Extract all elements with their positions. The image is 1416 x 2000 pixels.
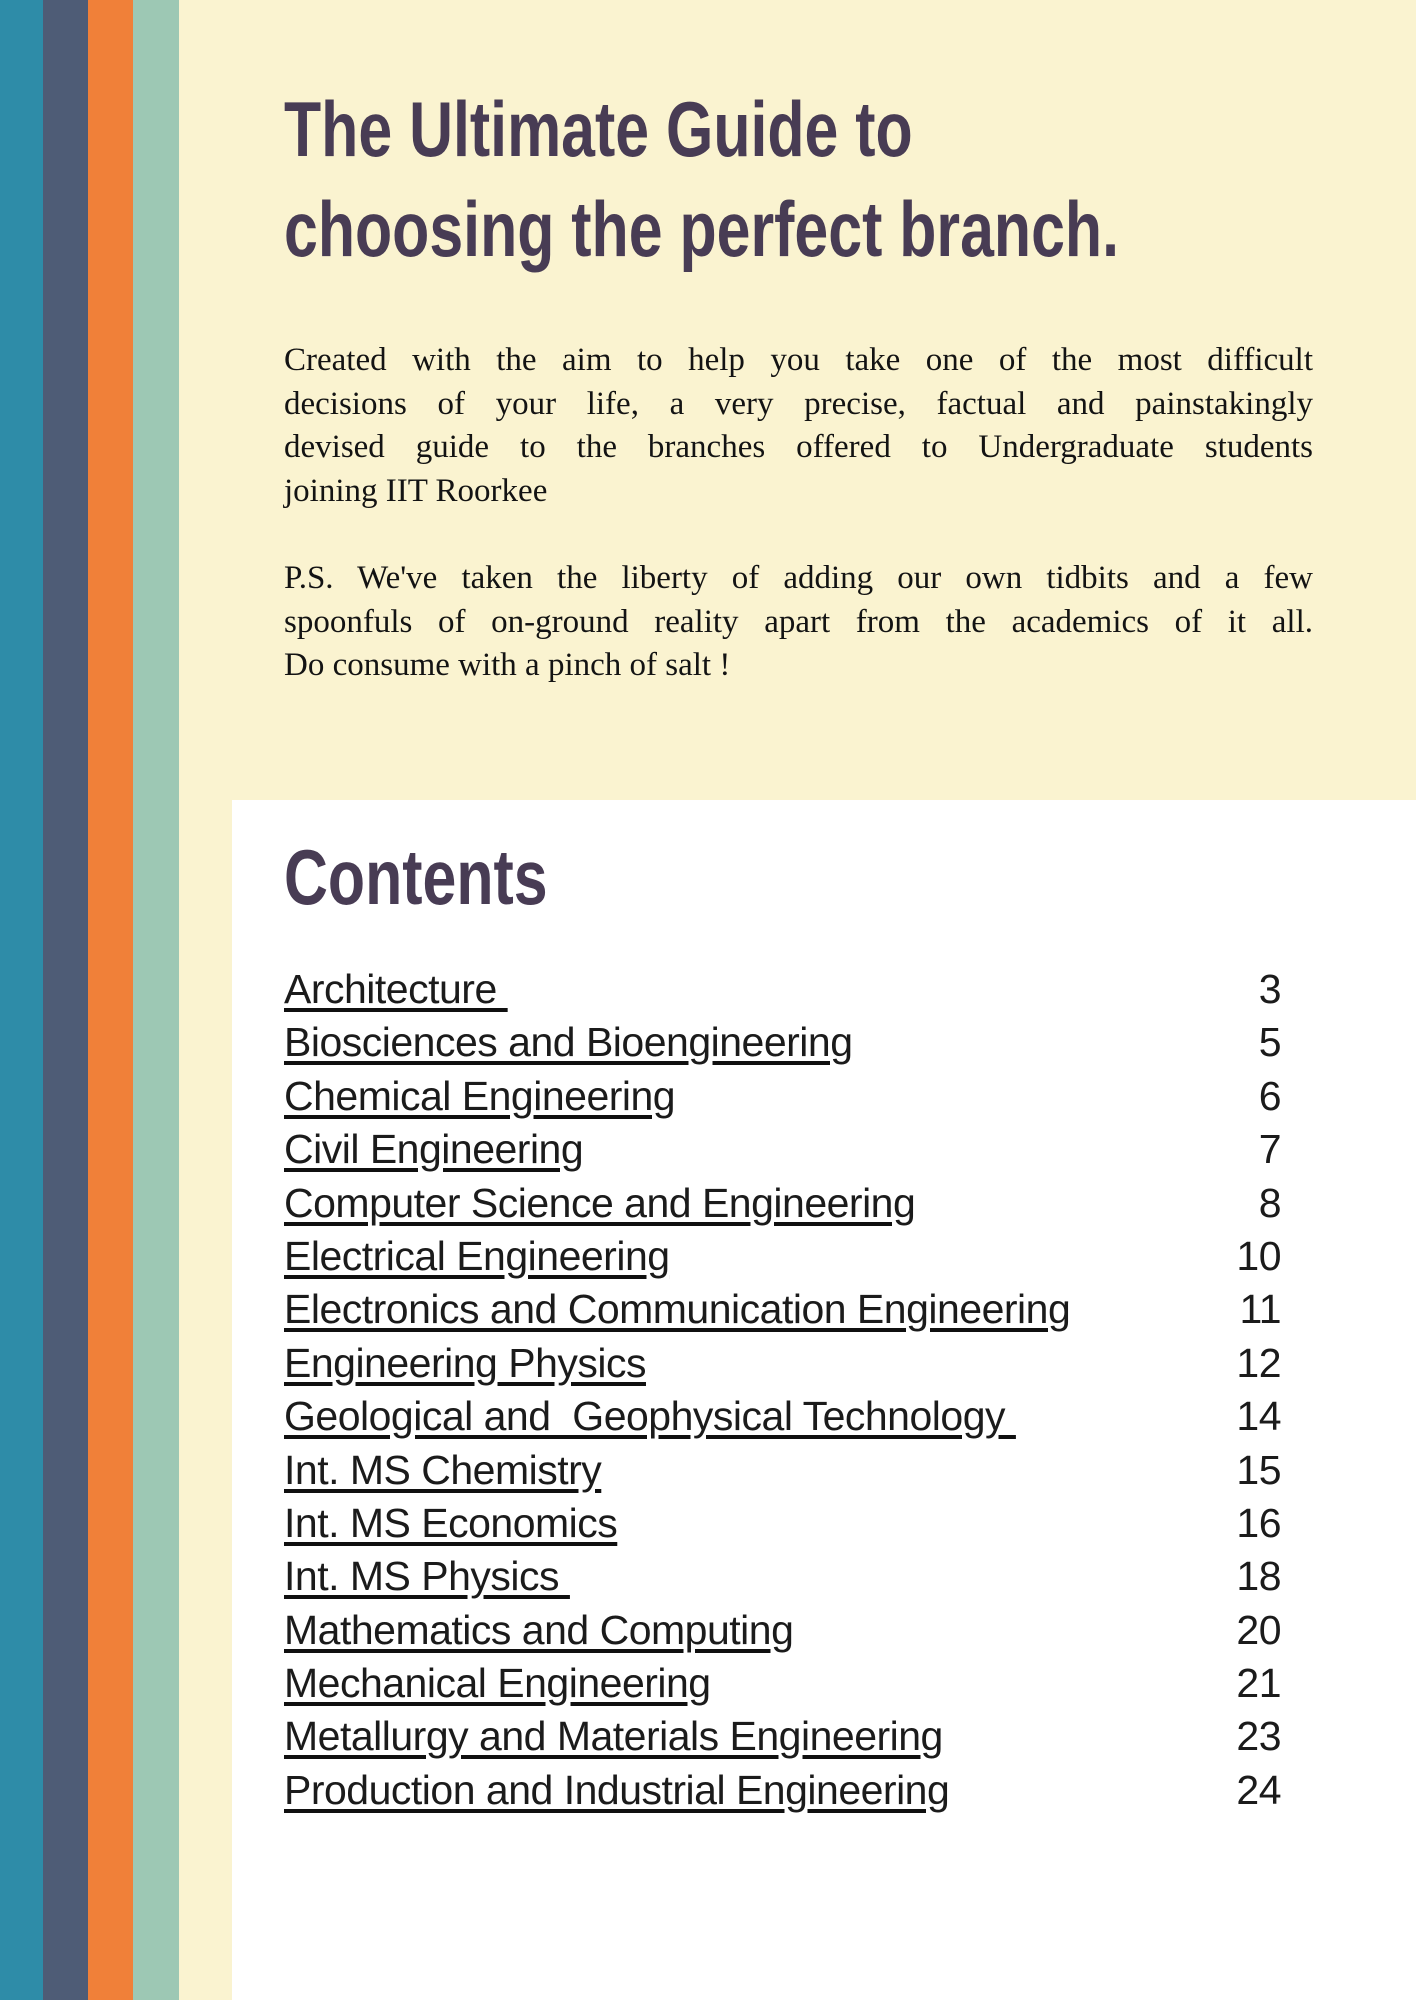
toc-entry-link[interactable]: Electrical Engineering (284, 1232, 670, 1279)
toc-page-number: 12 (1236, 1339, 1281, 1386)
toc-page-number: 23 (1236, 1713, 1281, 1760)
toc-page-number: 10 (1236, 1232, 1281, 1279)
document-title-line: choosing the perfect branch. (284, 185, 1119, 273)
toc-row (284, 1283, 1281, 1336)
toc-row (284, 1497, 1281, 1550)
toc-page-number: 8 (1258, 1179, 1281, 1226)
toc-entry-link[interactable]: Computer Science and Engineering (284, 1179, 916, 1226)
toc-entry-link[interactable]: Production and Industrial Engineering (284, 1766, 950, 1813)
stripe-slate (43, 0, 88, 2000)
toc-row (284, 1177, 1281, 1230)
toc-entry-link[interactable]: Civil Engineering (284, 1126, 584, 1173)
table-of-contents (284, 963, 1281, 1817)
toc-row (284, 1657, 1281, 1710)
toc-entry-link[interactable]: Metallurgy and Materials Engineering (284, 1713, 943, 1760)
toc-row (284, 1764, 1281, 1817)
paragraph-line: Created with the aim to help you take one of the most difficult (284, 342, 1313, 378)
intro-paragraph-2 (284, 557, 1313, 688)
toc-row (284, 1070, 1281, 1123)
toc-row (284, 1710, 1281, 1763)
toc-entry-link[interactable]: Architecture (284, 966, 508, 1012)
toc-row (284, 963, 1281, 1016)
document-title (284, 79, 1119, 279)
toc-page-number: 15 (1236, 1446, 1281, 1493)
toc-row (284, 1230, 1281, 1283)
stripe-teal (0, 0, 43, 2000)
stripe-sage (133, 0, 179, 2000)
paragraph-line: Do consume with a pinch of salt ! (284, 647, 731, 683)
stripe-orange (88, 0, 133, 2000)
toc-page-number: 18 (1236, 1553, 1281, 1600)
paragraph-line: decisions of your life, a very precise, factual and painstakingly (284, 385, 1313, 422)
toc-row (284, 1390, 1281, 1443)
paragraph-line: spoonfuls of on-ground reality apart from the academics of it all. (284, 603, 1313, 640)
toc-entry-link[interactable]: Int. MS Economics (284, 1499, 618, 1546)
toc-entry-link[interactable]: Mathematics and Computing (284, 1606, 794, 1653)
toc-entry-link[interactable]: Geological and Geophysical Technology (284, 1393, 1016, 1440)
toc-row (284, 1123, 1281, 1176)
toc-page-number: 11 (1239, 1286, 1281, 1333)
toc-entry-link[interactable]: Biosciences and Bioengineering (284, 1019, 853, 1066)
toc-entry-link[interactable]: Chemical Engineering (284, 1072, 676, 1119)
toc-page-number: 16 (1236, 1499, 1281, 1546)
toc-entry-link[interactable]: Int. MS Physics (284, 1553, 570, 1600)
contents-heading: Contents (284, 833, 548, 921)
toc-entry-link[interactable]: Int. MS Chemistry (284, 1446, 602, 1493)
toc-page-number: 6 (1258, 1072, 1281, 1119)
toc-row (284, 1016, 1281, 1069)
toc-entry-link[interactable]: Mechanical Engineering (284, 1660, 711, 1707)
toc-row (284, 1550, 1281, 1603)
toc-row (284, 1444, 1281, 1497)
toc-page-number: 7 (1258, 1126, 1281, 1173)
toc-page-number: 5 (1258, 1019, 1281, 1066)
intro-paragraph-1 (284, 339, 1313, 513)
toc-entry-link[interactable]: Engineering Physics (284, 1339, 646, 1386)
toc-page-number: 21 (1236, 1660, 1281, 1707)
document-title-line: The Ultimate Guide to (284, 85, 913, 173)
toc-page-number: 20 (1236, 1606, 1281, 1653)
toc-row (284, 1604, 1281, 1657)
paragraph-line: devised guide to the branches offered to Undergraduate students (284, 429, 1313, 465)
paragraph-line: joining IIT Roorkee (284, 472, 548, 509)
toc-page-number: 14 (1236, 1393, 1281, 1440)
paragraph-line: P.S. We've taken the liberty of adding our own tidbits and a few (284, 560, 1313, 596)
toc-entry-link[interactable]: Electronics and Communication Engineering (284, 1286, 1071, 1333)
toc-page-number: 24 (1236, 1766, 1281, 1813)
toc-page-number: 3 (1258, 966, 1281, 1012)
toc-row (284, 1337, 1281, 1390)
